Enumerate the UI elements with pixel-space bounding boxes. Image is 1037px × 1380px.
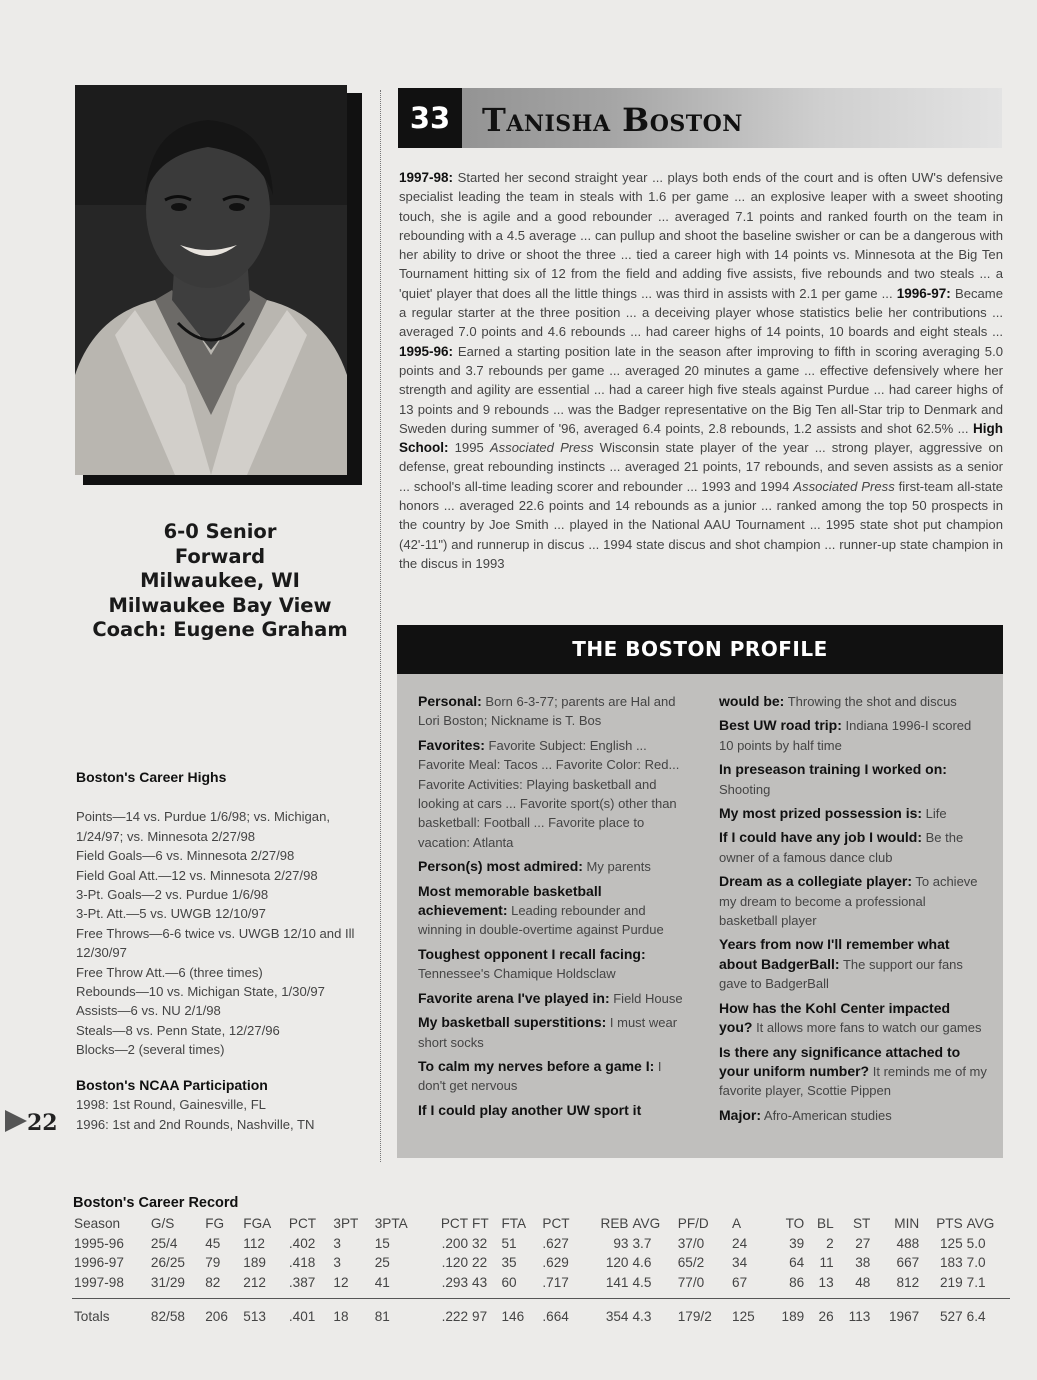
career-high-item: Points—14 vs. Purdue 1/6/98; vs. Michigan, 1/24/97; vs. Minnesota 2/27/98 — [76, 809, 331, 844]
record-cell: 4.5 — [632, 1274, 652, 1290]
record-cell: 65/2 — [677, 1255, 705, 1271]
profile-answer: Born 6-3-77; parents are Hal and Lori Boston; Nickname is T. Bos — [418, 694, 676, 729]
record-cell: 12 — [333, 1274, 349, 1290]
profile-column-1 — [418, 692, 688, 1125]
record-cell: .627 — [542, 1235, 569, 1251]
career-highs — [76, 768, 376, 1060]
profile-question: Is there any significance attached to your uniform number? — [719, 1043, 961, 1079]
record-cell: 527 — [921, 1299, 964, 1327]
vitals-position: Forward — [174, 544, 266, 568]
page-number-text: 22 — [27, 1110, 58, 1136]
profile-entry — [418, 736, 688, 852]
record-cell: MIN — [894, 1216, 920, 1232]
record-cell: 18 — [331, 1299, 372, 1327]
record-cell: A — [732, 1216, 742, 1232]
record-cell: 77/0 — [677, 1274, 705, 1290]
record-cell: 86 — [789, 1274, 805, 1290]
record-cell: 3PT — [333, 1216, 359, 1232]
bio-text-hs-1: 1995 — [448, 440, 490, 456]
record-cell: 82/58 — [149, 1299, 203, 1327]
jersey-number: 33 — [398, 88, 462, 148]
record-cell: 51 — [501, 1235, 517, 1251]
profile-answer: I must wear short socks — [418, 1015, 678, 1050]
profile-entry — [719, 692, 987, 711]
record-row — [72, 1273, 1010, 1293]
profile-answer: I don't get nervous — [418, 1058, 662, 1094]
record-cell: 67 — [732, 1274, 748, 1290]
record-cell: 43 — [472, 1274, 488, 1290]
profile-question: Person(s) most admired: — [418, 858, 583, 875]
record-cell: .387 — [288, 1274, 316, 1290]
record-cell: 26 — [806, 1299, 835, 1327]
record-cell: 64 — [789, 1255, 805, 1271]
ncaa-participation — [76, 1076, 376, 1134]
record-cell: BL — [817, 1216, 834, 1232]
record-cell: 82 — [205, 1274, 221, 1290]
record-cell: 25/4 — [150, 1235, 178, 1251]
profile-question: Best UW road trip: — [719, 717, 842, 734]
record-cell: 41 — [374, 1274, 390, 1290]
profile-entry — [418, 1013, 688, 1052]
record-cell: 26/25 — [150, 1255, 185, 1271]
bio-label-high-school: High School: — [399, 420, 1003, 456]
record-cell: 3PTA — [374, 1216, 408, 1232]
record-cell: PCT — [440, 1216, 469, 1232]
record-cell: 146 — [499, 1299, 540, 1327]
record-cell: 3.7 — [632, 1235, 652, 1251]
record-cell: 38 — [855, 1255, 871, 1271]
career-high-item: Field Goals—6 vs. Minnesota 2/27/98 — [76, 848, 295, 864]
record-cell: 488 — [896, 1235, 920, 1251]
record-cell: 6.4 — [965, 1299, 1010, 1327]
profile-answer: Be the owner of a famous dance club — [719, 830, 964, 865]
record-cell: Totals — [72, 1299, 149, 1327]
profile-question: Favorite arena I've played in: — [418, 989, 610, 1006]
career-highs-title: Boston's Career Highs — [76, 769, 227, 785]
player-vitals — [70, 520, 370, 643]
ncaa-item: 1998: 1st Round, Gainesville, FL — [76, 1097, 266, 1113]
profile-entry — [418, 857, 688, 876]
record-cell: 34 — [732, 1255, 748, 1271]
record-row — [72, 1253, 1010, 1273]
record-cell: ST — [852, 1216, 871, 1232]
profile-question: Years from now I'll remember what about BadgerBall: — [719, 936, 950, 972]
record-cell: FGA — [243, 1216, 272, 1232]
record-cell: 206 — [203, 1299, 241, 1327]
career-high-item: Blocks—2 (several times) — [76, 1042, 225, 1058]
bio-italic-ap-2: Associated Press — [793, 478, 895, 494]
record-cell: FT — [472, 1216, 489, 1232]
record-cell: 25 — [374, 1255, 390, 1271]
career-high-item: Field Goal Att.—12 vs. Minnesota 2/27/98 — [76, 867, 318, 883]
record-cell: 179/2 — [676, 1299, 730, 1327]
profile-answer: Shooting — [719, 781, 771, 797]
record-cell: 4.6 — [632, 1255, 652, 1271]
record-cell: 24 — [732, 1235, 748, 1251]
record-cell: .402 — [288, 1235, 316, 1251]
ncaa-title: Boston's NCAA Participation — [76, 1077, 268, 1093]
record-cell: .120 — [441, 1255, 469, 1271]
record-totals-row — [72, 1299, 1010, 1327]
bio-italic-ap-1: Associated Press — [489, 440, 594, 456]
record-cell: 93 — [613, 1235, 629, 1251]
profile-question: Favorites: — [418, 736, 485, 753]
profile-question: Most memorable basketball achievement: — [418, 882, 602, 919]
record-cell: 1997-98 — [74, 1274, 124, 1290]
profile-question: If I could play another UW sport it — [418, 1101, 642, 1118]
profile-entry — [719, 716, 987, 755]
record-cell: 812 — [896, 1274, 920, 1290]
record-cell: 22 — [472, 1255, 488, 1271]
record-cell: 27 — [855, 1235, 871, 1251]
career-high-item: Assists—6 vs. NU 2/1/98 — [76, 1003, 221, 1019]
record-cell: 7.0 — [966, 1255, 986, 1271]
record-cell: 212 — [243, 1274, 266, 1290]
record-cell: .200 — [441, 1235, 469, 1251]
profile-question: How has the Kohl Center impacted you? — [719, 999, 951, 1036]
bio-text-1996: Became a regular starter at the three position ... a deceiving player whose statistics belie her contributions ... averaged 7.0 points and 4.6 rebounds ... had career highs of 14 points, 10 boards and eight steals ... — [399, 285, 1003, 340]
profile-question: If I could have any job I would: — [719, 829, 923, 846]
profile-answer: The support our fans gave to BadgerBall — [719, 956, 963, 992]
record-cell: 35 — [501, 1255, 517, 1271]
profile-entry — [719, 1106, 987, 1125]
profile-entry — [719, 935, 987, 993]
record-cell: .629 — [542, 1255, 569, 1271]
record-cell: .401 — [287, 1299, 332, 1327]
profile-answer: Afro-American studies — [761, 1107, 892, 1123]
profile-entry — [719, 804, 987, 823]
record-cell: REB — [600, 1216, 629, 1232]
record-cell: 13 — [818, 1274, 834, 1290]
player-name: Tanisha Boston — [482, 101, 743, 139]
record-cell: 120 — [605, 1255, 629, 1271]
profile-entry — [719, 828, 987, 867]
record-cell: 31/29 — [150, 1274, 185, 1290]
bio-label-1996: 1996-97: — [896, 285, 951, 301]
record-header-row — [72, 1214, 1010, 1234]
record-cell: 3 — [333, 1255, 341, 1271]
record-cell: 81 — [373, 1299, 426, 1327]
profile-entry — [719, 1043, 987, 1101]
record-cell: AVG — [966, 1216, 995, 1232]
record-cell: 97 — [470, 1299, 499, 1327]
profile-entry — [418, 882, 688, 940]
vitals-high-school: Milwaukee Bay View — [108, 593, 332, 617]
record-cell: 60 — [501, 1274, 517, 1290]
profile-question: Dream as a collegiate player: — [719, 873, 912, 890]
record-cell: 2 — [826, 1235, 834, 1251]
record-cell: TO — [785, 1216, 805, 1232]
record-cell: .717 — [542, 1274, 569, 1290]
profile-question: Personal: — [418, 693, 482, 709]
profile-answer: Throwing the shot and discus — [784, 694, 957, 709]
profile-answer: Favorite Subject: English ... Favorite Meal: Tacos ... Favorite Color: Red... Favorite Activities: Playing basketball and looking at cars ... Favorite sport(s) other than basketball: Football ... Favorite place to vacation: Atlanta — [418, 737, 680, 850]
record-cell: .222 — [426, 1299, 471, 1327]
record-cell: AVG — [632, 1216, 661, 1232]
career-high-item: Free Throw Att.—6 (three times) — [76, 964, 263, 980]
profile-question: To calm my nerves before a game I: — [418, 1057, 655, 1074]
player-bio — [399, 168, 1003, 573]
record-cell: 4.3 — [631, 1299, 676, 1327]
record-cell: 219 — [939, 1274, 963, 1290]
record-cell: 48 — [855, 1274, 871, 1290]
vitals-class: 6-0 Senior — [163, 520, 277, 543]
profile-answer: Tennessee's Chamique Holdsclaw — [418, 966, 616, 982]
profile-question: In preseason training I worked on: — [719, 761, 947, 778]
record-cell: 141 — [605, 1274, 629, 1290]
record-cell: 112 — [243, 1235, 265, 1251]
profile-question: Toughest opponent I recall facing: — [418, 945, 646, 962]
profile-answer: Leading rebounder and winning in double-overtime against Purdue — [418, 903, 664, 938]
record-cell: 1967 — [872, 1299, 921, 1327]
record-cell: 354 — [585, 1299, 631, 1327]
bio-label-1995: 1995-96: — [399, 343, 454, 359]
record-cell: 39 — [789, 1235, 805, 1251]
record-cell: PCT — [288, 1216, 317, 1232]
profile-answer: To achieve my dream to become a professional basketball player — [719, 874, 978, 929]
profile-entry — [418, 692, 688, 731]
profile-title: THE BOSTON PROFILE — [397, 625, 1003, 674]
career-high-item: 3-Pt. Att.—5 vs. UWGB 12/10/97 — [76, 906, 266, 922]
profile-entry — [418, 1057, 688, 1096]
page-number — [5, 1110, 58, 1136]
record-cell: 183 — [939, 1255, 963, 1271]
record-cell: PCT — [542, 1216, 570, 1232]
record-row — [72, 1234, 1010, 1254]
record-title: Boston's Career Record — [73, 1195, 239, 1211]
profile-question: My basketball superstitions: — [418, 1014, 607, 1031]
profile-answer: My parents — [582, 859, 651, 875]
record-cell: FTA — [501, 1216, 527, 1232]
profile-entry — [719, 760, 987, 799]
record-cell: 189 — [768, 1299, 806, 1327]
profile-question: My most prized possession is: — [719, 805, 923, 822]
record-cell: 125 — [939, 1235, 963, 1251]
player-photo — [75, 85, 347, 475]
profile-answer: It allows more fans to watch our games — [752, 1020, 982, 1036]
record-cell: 5.0 — [966, 1235, 986, 1251]
vitals-coach: Coach: Eugene Graham — [92, 618, 348, 641]
bio-text-hs-3: first-team all-state honors ... averaged 22.6 points and 14 rebounds as a junior ... ranked among the top 50 prospects in the country by Joe Smith ... played in the National AAU Tournament ... 1995 state shot put champion (42'-11") and runnerup in discus ... 1994 state discus and shot champion ... runner-up state champion in the discus in 1993 — [399, 478, 1003, 571]
record-cell: 11 — [819, 1255, 834, 1271]
bio-text-1995: Earned a starting position late in the season after improving to fifth in scoring averaging 5.0 points and 3.7 rebounds per game ... averaged 20 minutes a game ... effective defensively where her strength and agility are essential ... had a career high five steals against Purdue ... had career highs of 13 points and 9 rebounds ... was the Badger representative on the Big Ten all-Star trip to Denmark and Sweden during summer of '96, averaged 6.4 points, 2.8 rebounds, 1.2 assists and shot 62.5% ... — [399, 343, 1003, 436]
record-cell: 7.1 — [966, 1274, 986, 1290]
record-cell: 15 — [374, 1235, 390, 1251]
record-cell: PTS — [936, 1216, 963, 1232]
record-cell: 1995-96 — [74, 1235, 124, 1251]
record-cell: FG — [205, 1216, 225, 1232]
profile-entry — [418, 945, 688, 984]
record-cell: 3 — [333, 1235, 341, 1251]
profile-answer: It reminds me of my favorite player, Scottie Pippen — [719, 1063, 987, 1099]
column-divider — [380, 90, 381, 1162]
bio-text-hs-2: Wisconsin state player of the year ... strong player, aggressive on defense, great rebounding instincts ... averaged 21 points, 17 rebounds, and seven assists as a senior ... school's all-time leading scorer and rebounder ... 1993 and 1994 — [399, 440, 1004, 494]
record-cell: G/S — [150, 1216, 175, 1232]
record-cell: 32 — [472, 1235, 488, 1251]
profile-answer: Life — [922, 806, 947, 822]
profile-entry — [719, 999, 987, 1038]
profile-entry — [719, 872, 987, 930]
record-cell: 113 — [836, 1299, 873, 1327]
record-cell: 667 — [896, 1255, 920, 1271]
profile-answer: Indiana 1996-I scored 10 points by half time — [719, 718, 972, 753]
record-cell: Season — [74, 1216, 121, 1232]
record-cell: .418 — [288, 1255, 316, 1271]
record-cell: 45 — [205, 1235, 221, 1251]
bio-text-1997: Started her second straight year ... plays both ends of the court and is often UW's defensive specialist leading the team in steals with 1.6 per game ... an explosive leaper with a sweet shooting touch, she is agile and a good rebounder ... averaged 7.1 points and ranked fourth on the team in rebounding with a 4.5 average ... can pullup and shoot the baseline swisher or can be a dangerous with her ability to drive or shoot the three ... tied a career high with 14 points vs. Minnesota at the Big Ten Tournament hitting six of 12 from the field and adding five assists, five rebounds and two steals ... a 'quiet' player that does all the little things ... was third in assists with 2.1 per game ... — [399, 170, 1003, 301]
record-cell: 189 — [243, 1255, 266, 1271]
profile-answer: Field House — [609, 990, 683, 1006]
profile-column-2 — [719, 692, 987, 1130]
ncaa-item: 1996: 1st and 2nd Rounds, Nashville, TN — [76, 1116, 315, 1132]
record-cell: .664 — [540, 1299, 585, 1327]
career-high-item: 3-Pt. Goals—2 vs. Purdue 1/6/98 — [76, 887, 269, 903]
record-cell: .293 — [441, 1274, 469, 1290]
profile-entry — [418, 1101, 688, 1120]
profile-question: Major: — [719, 1106, 761, 1123]
record-cell: 513 — [241, 1299, 287, 1327]
career-record-table — [72, 1214, 1010, 1327]
career-high-item: Free Throws—6-6 twice vs. UWGB 12/10 and Ill 12/30/97 — [76, 925, 355, 961]
profile-question: would be: — [719, 693, 785, 709]
record-cell: 37/0 — [677, 1235, 705, 1251]
record-cell: 125 — [730, 1299, 768, 1327]
profile-entry — [418, 989, 688, 1008]
record-cell: 79 — [205, 1255, 221, 1271]
career-high-item: Rebounds—10 vs. Michigan State, 1/30/97 — [76, 984, 325, 1000]
bio-label-1997: 1997-98: — [399, 170, 454, 185]
vitals-hometown: Milwaukee, WI — [140, 569, 300, 592]
record-cell: 1996-97 — [74, 1255, 124, 1271]
record-cell: PF/D — [677, 1216, 709, 1232]
career-high-item: Steals—8 vs. Penn State, 12/27/96 — [76, 1022, 280, 1038]
